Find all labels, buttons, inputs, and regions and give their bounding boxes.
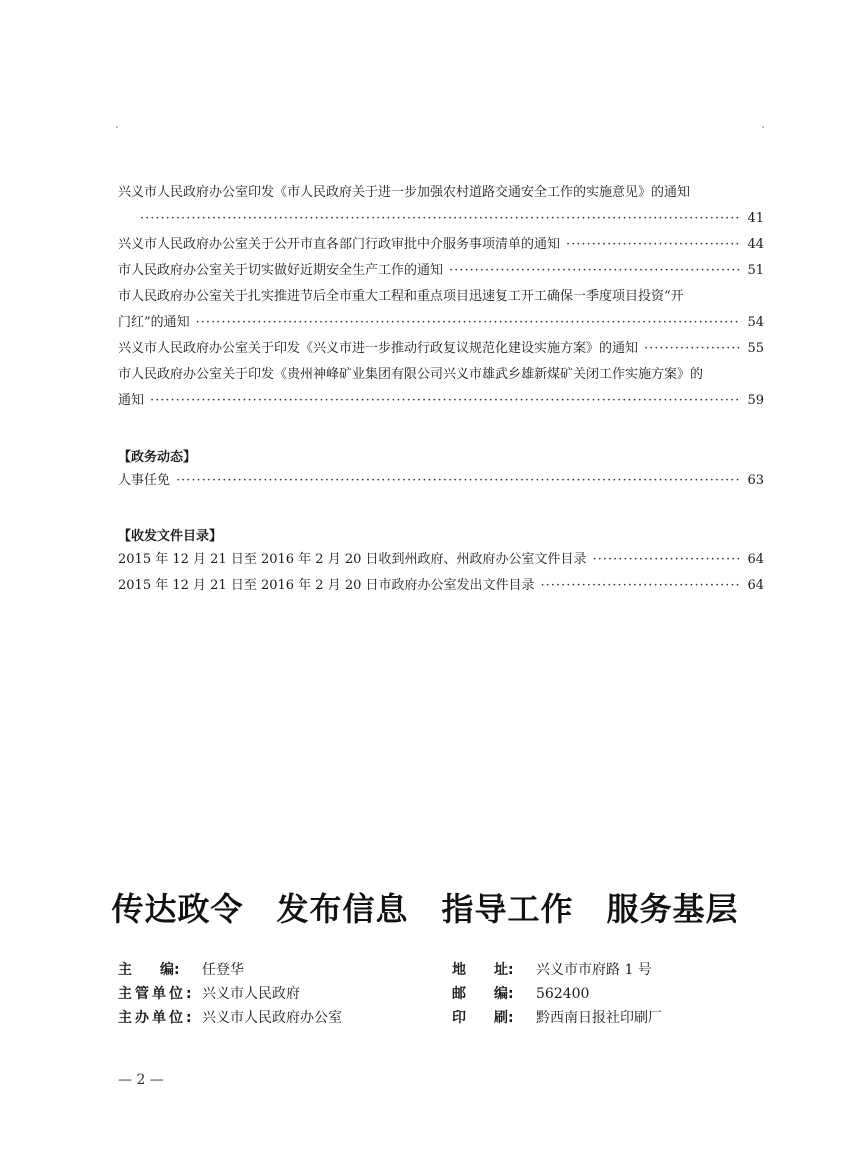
toc-entry-page: 51 — [747, 263, 764, 278]
toc-entry[interactable] — [118, 232, 764, 258]
toc-entry[interactable] — [118, 547, 764, 573]
toc-entry-continuation[interactable] — [118, 310, 764, 336]
leader-dots — [593, 547, 742, 573]
leader-dots — [150, 388, 741, 414]
toc-entry[interactable] — [118, 573, 764, 599]
info-label: 主 编: — [118, 962, 180, 978]
leader-dots — [196, 310, 742, 336]
toc-entry-page: 64 — [747, 578, 764, 593]
section-heading: 【政务动态】 — [118, 450, 197, 465]
toc-entry-title-cont: 通知 — [118, 393, 145, 408]
masthead-right — [452, 958, 662, 1030]
leader-dots — [176, 468, 741, 494]
info-row-printer — [452, 1006, 662, 1030]
toc-entry-continuation[interactable] — [118, 388, 764, 414]
toc-entry[interactable] — [118, 258, 764, 284]
toc-entry-page: 54 — [747, 315, 764, 330]
leader-dots — [644, 336, 741, 362]
toc-entry-continuation[interactable] — [118, 206, 764, 232]
info-label: 印 刷: — [452, 1010, 514, 1026]
leader-dots — [140, 206, 741, 232]
toc-entry-title: 市人民政府办公室关于印发《贵州神峰矿业集团有限公司兴义市雄武乡雄新煤矿关闭工作实施方案》的 — [118, 367, 704, 382]
toc-entry-page: 63 — [747, 473, 764, 488]
toc-entry-title: 兴义市人民政府办公室关于公开市直各部门行政审批中介服务事项清单的通知 — [118, 237, 561, 252]
toc-list — [118, 547, 764, 599]
info-value: 任登华 — [202, 962, 244, 978]
leader-dots — [449, 258, 741, 284]
toc-entry-title: 兴义市人民政府办公室关于印发《兴义市进一步推动行政复议规范化建设实施方案》的通知 — [118, 341, 639, 356]
toc-entry[interactable] — [118, 336, 764, 362]
crop-mark-left — [116, 126, 118, 128]
info-value: 兴义市市府路 1 号 — [536, 962, 652, 978]
toc-entry-title: 兴义市人民政府办公室印发《市人民政府关于进一步加强农村道路交通安全工作的实施意见》的通知 — [118, 185, 691, 200]
toc-entry-title: 人事任免 — [118, 473, 171, 488]
info-value: 兴义市人民政府 — [202, 986, 300, 1002]
leader-dots — [541, 573, 742, 599]
info-row-address — [452, 958, 662, 982]
info-label: 邮 编: — [452, 986, 514, 1002]
info-label: 主办单位: — [118, 1010, 195, 1026]
info-row-editor — [118, 958, 342, 982]
toc-entry-title: 市人民政府办公室关于切实做好近期安全生产工作的通知 — [118, 263, 444, 278]
info-label: 地 址: — [452, 962, 514, 978]
toc-entry[interactable] — [118, 362, 764, 388]
page-number: — 2 — — [118, 1072, 164, 1088]
info-row-postcode — [452, 982, 662, 1006]
toc-entry-page: 55 — [747, 341, 764, 356]
crop-mark-right — [762, 126, 764, 128]
info-row-supervisor — [118, 982, 342, 1006]
masthead-left — [118, 958, 342, 1030]
toc-entry-page: 59 — [747, 393, 764, 408]
toc-entry[interactable] — [118, 180, 764, 206]
info-value: 兴义市人民政府办公室 — [202, 1010, 342, 1026]
toc-entry-title-cont: 门红”的通知 — [118, 315, 190, 330]
leader-dots — [566, 232, 741, 258]
section-heading: 【收发文件目录】 — [118, 529, 223, 544]
toc-entry-title: 2015 年 12 月 21 日至 2016 年 2 月 20 日市政府办公室发出文件目录 — [118, 578, 535, 593]
toc-entry[interactable] — [118, 468, 764, 494]
toc-entry-page: 64 — [747, 552, 764, 567]
toc-entry[interactable] — [118, 284, 764, 310]
toc-list — [118, 468, 764, 494]
toc-list — [118, 180, 764, 414]
toc-entry-title: 市人民政府办公室关于扎实推进节后全市重大工程和重点项目迅速复工开工确保一季度项目投资“开 — [118, 289, 684, 304]
info-label: 主管单位: — [118, 986, 195, 1002]
info-value: 黔西南日报社印刷厂 — [536, 1010, 662, 1026]
info-value: 562400 — [536, 986, 590, 1002]
toc-entry-page: 41 — [747, 211, 764, 226]
info-row-host — [118, 1006, 342, 1030]
slogan-banner: 传达政令 发布信息 指导工作 服务基层 — [111, 890, 739, 928]
toc-entry-title: 2015 年 12 月 21 日至 2016 年 2 月 20 日收到州政府、州政府办公室文件目录 — [118, 552, 587, 567]
toc-entry-page: 44 — [747, 237, 764, 252]
